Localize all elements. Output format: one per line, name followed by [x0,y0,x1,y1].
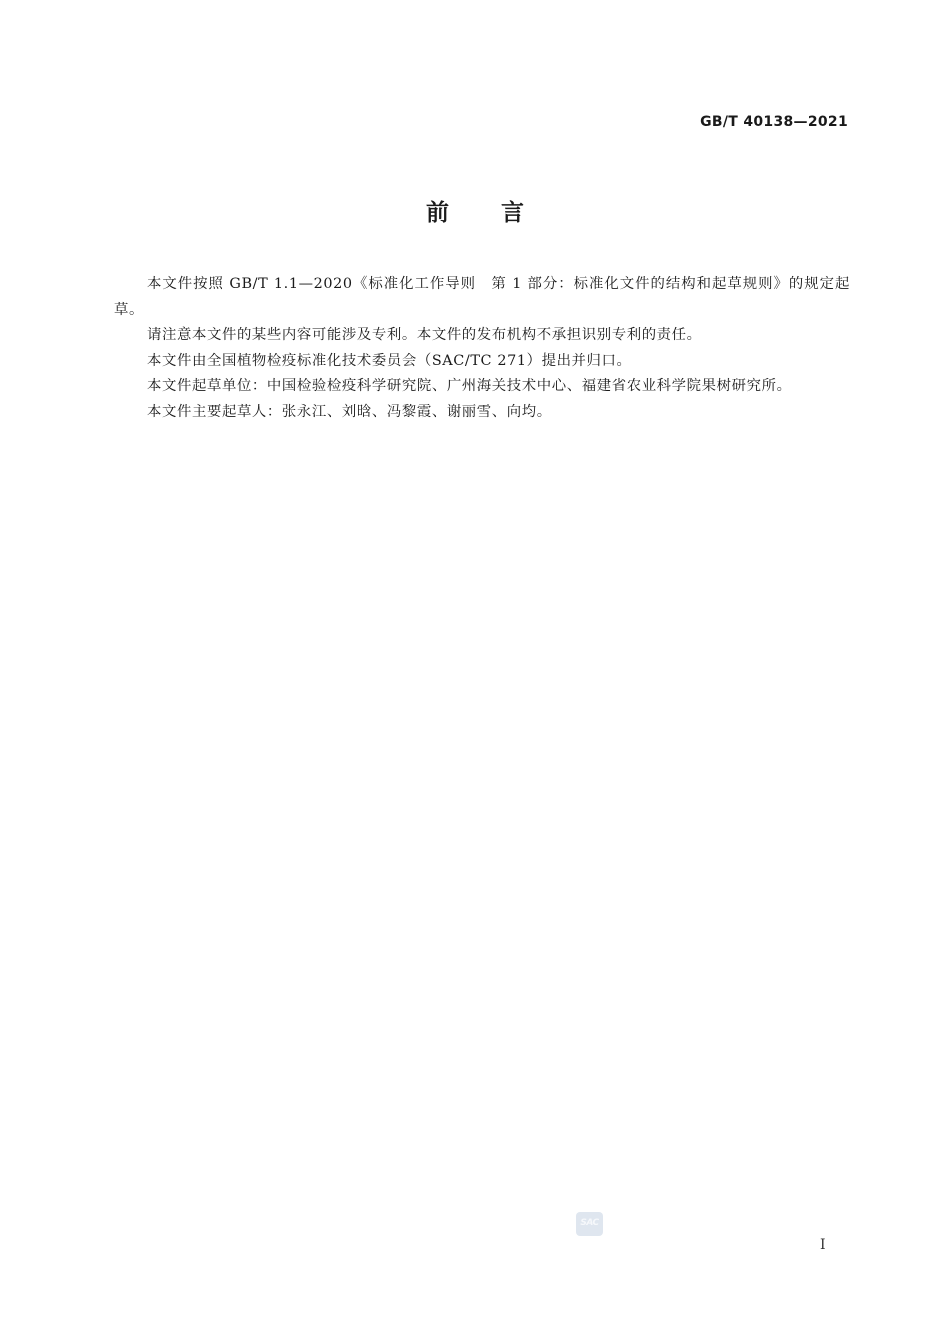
page-number: I [820,1237,826,1253]
paragraph-proposer: 本文件由全国植物检疫标准化技术委员会（SAC/TC 271）提出并归口。 [147,352,632,369]
foreword-body [114,272,850,425]
paragraph-drafters: 本文件主要起草人：张永江、刘晗、冯黎霞、谢丽雪、向均。 [147,403,552,420]
watermark-text: SAC [580,1218,599,1228]
standard-number: GB/T 40138—2021 [700,114,848,130]
sac-watermark-logo [576,1212,603,1236]
paragraph-patent-notice: 请注意本文件的某些内容可能涉及专利。本文件的发布机构不承担识别专利的责任。 [147,327,702,343]
paragraph-drafting-rules: 本文件按照 GB/T 1.1—2020《标准化工作导则 第 1 部分：标准化文件的结构和起草规则》的规定起草。 [114,276,850,318]
page-title: 前言 [426,200,576,226]
paragraph-drafting-units: 本文件起草单位：中国检验检疫科学研究院、广州海关技术中心、福建省农业科学院果树研究所。 [147,378,792,394]
